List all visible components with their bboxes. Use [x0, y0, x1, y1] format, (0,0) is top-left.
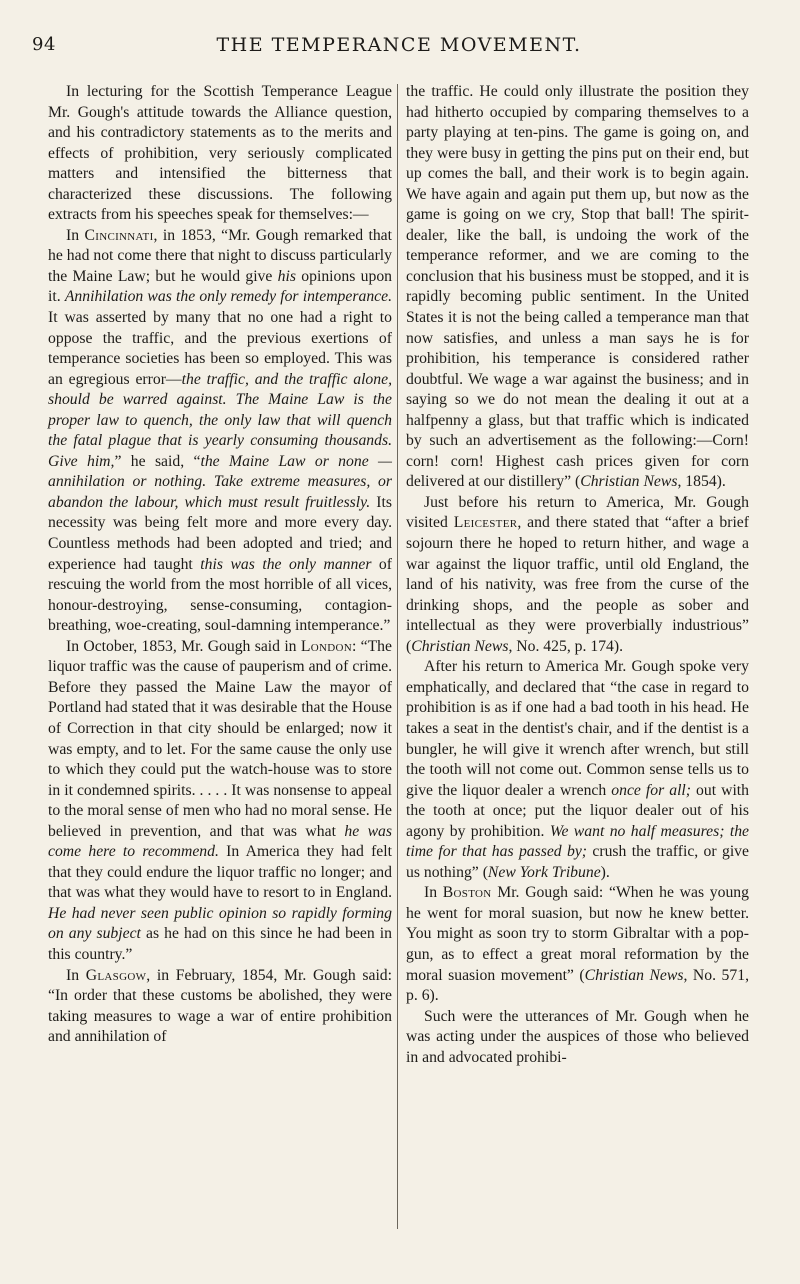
source-citation: Christian News	[584, 966, 684, 984]
right-column	[406, 82, 749, 1068]
page-number: 94	[32, 34, 56, 55]
paragraph: Such were the utterances of Mr. Gough when he was acting under the auspices of those who believed in and advocated prohibi-	[406, 1007, 749, 1066]
paragraph: In Cincinnati, in 1853, “Mr. Gough remarked that he had not come there that night to discuss particularly the Maine Law; but he would give his opinions upon it. Annihilation was the only remedy for intemperance. It was asserted by many that no one had a right to oppose the traffic, and the previous exertions of temperance societies has been so employed. This was an egregious error—the traffic, and the traffic alone, should be warred against. The Maine Law is the proper law to quench, the only law that will quench the fatal plague that is yearly consuming thousands. Give him,” he said, “the Maine Law or none —annihilation or nothing. Take extreme measures, or abandon the labour, which must result fruitlessly. Its necessity was being felt more and more every day. Countless methods had been adopted and tried; and experience had taught this was the only manner of rescuing the world from the most horrible of all vices, honour-destroying, sense-consuming, contagion-breathing, woe-creating, soul-damning intemperance.”	[48, 226, 393, 635]
running-head: THE TEMPERANCE MOVEMENT.	[216, 34, 582, 56]
paragraph: In October, 1853, Mr. Gough said in London: “The liquor traffic was the cause of pauperism and of crime. Before they passed the Maine Law the mayor of Portland had stated that it was desirable that the House of Correction in that city should be enlarged; now it was empty, and to let. For the same cause the only use to which they could put the watch-house was to store in it condemned spirits. . . . . It was nonsense to appeal to the moral sense of men who had no moral sense. He believed in prevention, and that was what he was come here to recommend. In America they had felt that they could endure the liquor traffic no longer; and that was what they would have to resort to in England. He had never seen public opinion so rapidly forming on any subject as he had on this since he had been in this country.”	[48, 637, 392, 963]
paragraph: In lecturing for the Scottish Temperance League Mr. Gough's attitude towards the Alliance question, and his contradictory statements as to the merits and effects of prohibition, very seriously complicated matters and intensified the bitterness that characterized these discussions. The following extracts from his speeches speak for themselves:—	[48, 83, 392, 224]
paragraph: the traffic. He could only illustrate the position they had hitherto occupied by comparing themselves to a party playing at ten-pins. The game is going on, and they were busy in getting the pins put on their end, but up comes the ball, and their work is to begin again. We have again and again put them up, but now as the game is going on we cry, Stop that ball! The spirit-dealer, like the ball, is undoing the work of the temperance reformer, and we are coming to the conclusion that his business must be stopped, and it is rapidly becoming public sentiment. In the United States it is not the being called a temperance man that now satisfies, and unless a man says he is for prohibition, his temperance is considered rather doubtful. We wage a war against the business; and in saying so we do not mean the dealing it out at a halfpenny a glass, but that traffic which is indicated by such an advertisement as the following:—Corn! corn! corn! Highest cash prices given for corn delivered at our distillery” (Christian News, 1854).	[406, 83, 749, 491]
paragraph: After his return to America Mr. Gough spoke very emphatically, and declared that “the case in regard to prohibition is as if one had a bad tooth in his head. He takes a seat in the dentist's chair, and if the dentist is a bungler, he will give it wrench after wrench, but still the tooth will not come out. Common sense tells us to give the liquor dealer a wrench once for all; out with the tooth at once; put the liquor dealer out of his agony by prohibition. We want no half measures; the time for that has passed by; crush the traffic, or give us nothing” (New York Tribune).	[406, 658, 750, 881]
paragraph: Just before his return to America, Mr. Gough visited Leicester, and there stated that “after a brief sojourn there he hoped to return hither, and wage a war against the liquor traffic, until old England, the land of his nativity, was free from the curse of the drinking shops, and the people as sober and intellectual as they were proverbially industrious” (Christian News, No. 425, p. 174).	[406, 493, 749, 655]
source-citation: Christian News	[580, 473, 678, 491]
column-divider	[397, 84, 398, 1229]
place-name: Boston	[442, 884, 492, 902]
left-column	[48, 82, 392, 1048]
place-name: Cincinnati	[84, 226, 154, 244]
source-citation: New York Tribune	[487, 863, 601, 881]
source-citation: Christian News	[411, 637, 509, 655]
place-name: Leicester	[453, 514, 518, 532]
place-name: London	[300, 637, 352, 655]
place-name: Glasgow	[85, 966, 147, 984]
page-header	[32, 34, 766, 60]
paragraph: In Glasgow, in February, 1854, Mr. Gough said: “In order that these customs be abolished, they were taking measures to wage a war of entire prohibition and annihilation of	[48, 966, 392, 1046]
paragraph: In Boston Mr. Gough said: “When he was young he went for moral suasion, but now he knew better. You might as soon try to storm Gibraltar with a pop-gun, as to effect a great moral reformation by the moral suasion movement” (Christian News, No. 571, p. 6).	[406, 884, 749, 1005]
